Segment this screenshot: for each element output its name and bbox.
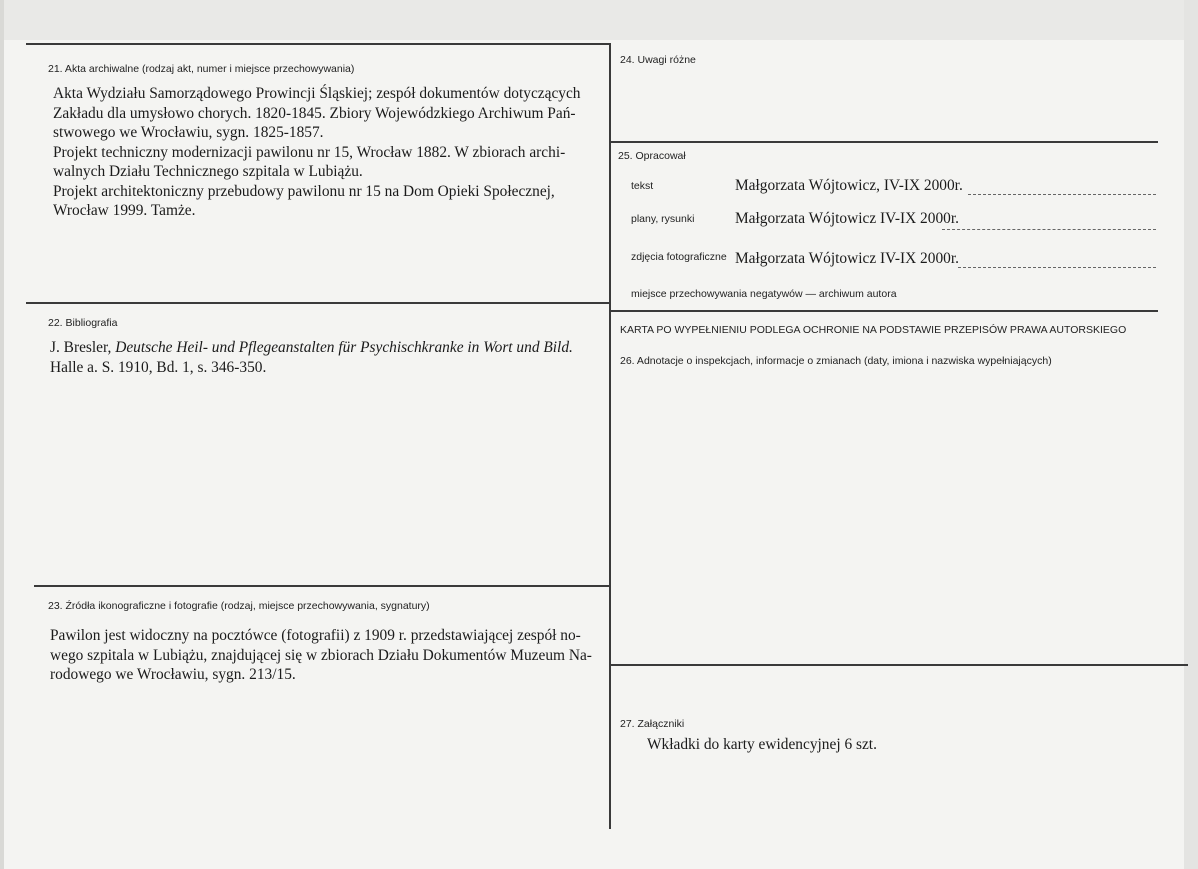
section-23-text	[50, 626, 590, 685]
bibliography-author: J. Bresler,	[50, 339, 116, 356]
row-value-photos: Małgorzata Wójtowicz IV-IX 2000r.	[735, 250, 959, 267]
bibliography-line	[50, 338, 590, 358]
rule-21-22	[26, 302, 610, 304]
dotted-fill-line	[942, 229, 1156, 230]
text-line: Halle a. S. 1910, Bd. 1, s. 346-350.	[50, 358, 267, 376]
text-line: rodowego we Wrocławiu, sygn. 213/15.	[50, 666, 296, 683]
row-label-text: tekst	[631, 180, 654, 192]
dotted-fill-line	[968, 194, 1156, 195]
section-27-value: Wkładki do karty ewidencyjnej 6 szt.	[647, 736, 877, 753]
row-value-drawings: Małgorzata Wójtowicz IV-IX 2000r.	[735, 210, 959, 227]
row-value-text: Małgorzata Wójtowicz, IV-IX 2000r.	[735, 177, 963, 194]
text-line: Projekt architektoniczny przebudowy pawilonu nr 15 na Dom Opieki Społecznej,	[53, 182, 555, 200]
bibliography-title: Deutsche Heil- und Pflegeanstalten für Psychischkranke in Wort und Bild.	[115, 339, 573, 356]
section-25-label: 25. Opracował	[618, 150, 686, 162]
section-21-text	[53, 84, 587, 221]
rule-26-27	[610, 664, 1188, 666]
dotted-fill-line	[958, 267, 1156, 268]
text-line: Wrocław 1999. Tamże.	[53, 202, 196, 219]
text-line: Projekt techniczny modernizacji pawilonu nr 15, Wrocław 1882. W zbiorach archi-	[53, 143, 566, 161]
rule-25-notice	[610, 310, 1158, 312]
section-23-label: 23. Źródła ikonograficzne i fotografie (rodzaj, miejsce przechowywania, sygnatury)	[48, 600, 430, 612]
center-divider	[609, 43, 611, 829]
text-line: wego szpitala w Lubiążu, znajdującej się w zbiorach Działu Dokumentów Muzeum Na-	[50, 646, 592, 664]
section-26-label: 26. Adnotacje o inspekcjach, informacje o zmianach (daty, imiona i nazwiska wypełniających)	[620, 355, 1052, 367]
text-line: walnych Działu Technicznego szpitala w Lubiążu.	[53, 163, 363, 180]
scan-top-margin	[0, 0, 1198, 40]
copyright-notice: KARTA PO WYPEŁNIENIU PODLEGA OCHRONIE NA PODSTAWIE PRZEPISÓW PRAWA AUTORSKIEGO	[620, 324, 1127, 336]
text-line: Zakładu dla umysłowo chorych. 1820-1845. Zbiory Wojewódzkiego Archiwum Pań-	[53, 104, 576, 122]
text-line: Akta Wydziału Samorządowego Prowincji Śląskiej; zespół dokumentów dotyczących	[53, 85, 581, 102]
rule-24-25	[610, 141, 1158, 143]
row-label-photos: zdjęcia fotograficzne	[631, 251, 727, 263]
section-27-label: 27. Załączniki	[620, 718, 685, 730]
scan-left-edge	[0, 0, 4, 869]
section-24-label: 24. Uwagi różne	[620, 54, 696, 66]
rule-22-23	[34, 585, 610, 587]
negatives-location: miejsce przechowywania negatywów — archiwum autora	[631, 288, 897, 300]
text-line: Pawilon jest widoczny na pocztówce (fotografii) z 1909 r. przedstawiającej zespół no-	[50, 627, 581, 644]
section-21-label: 21. Akta archiwalne (rodzaj akt, numer i miejsce przechowywania)	[48, 63, 355, 75]
section-22-text	[50, 338, 590, 377]
section-22-label: 22. Bibliografia	[48, 317, 118, 329]
top-rule-left	[26, 43, 610, 45]
scan-right-edge	[1184, 0, 1198, 869]
text-line: stwowego we Wrocławiu, sygn. 1825-1857.	[53, 124, 324, 141]
row-label-drawings: plany, rysunki	[631, 213, 695, 225]
